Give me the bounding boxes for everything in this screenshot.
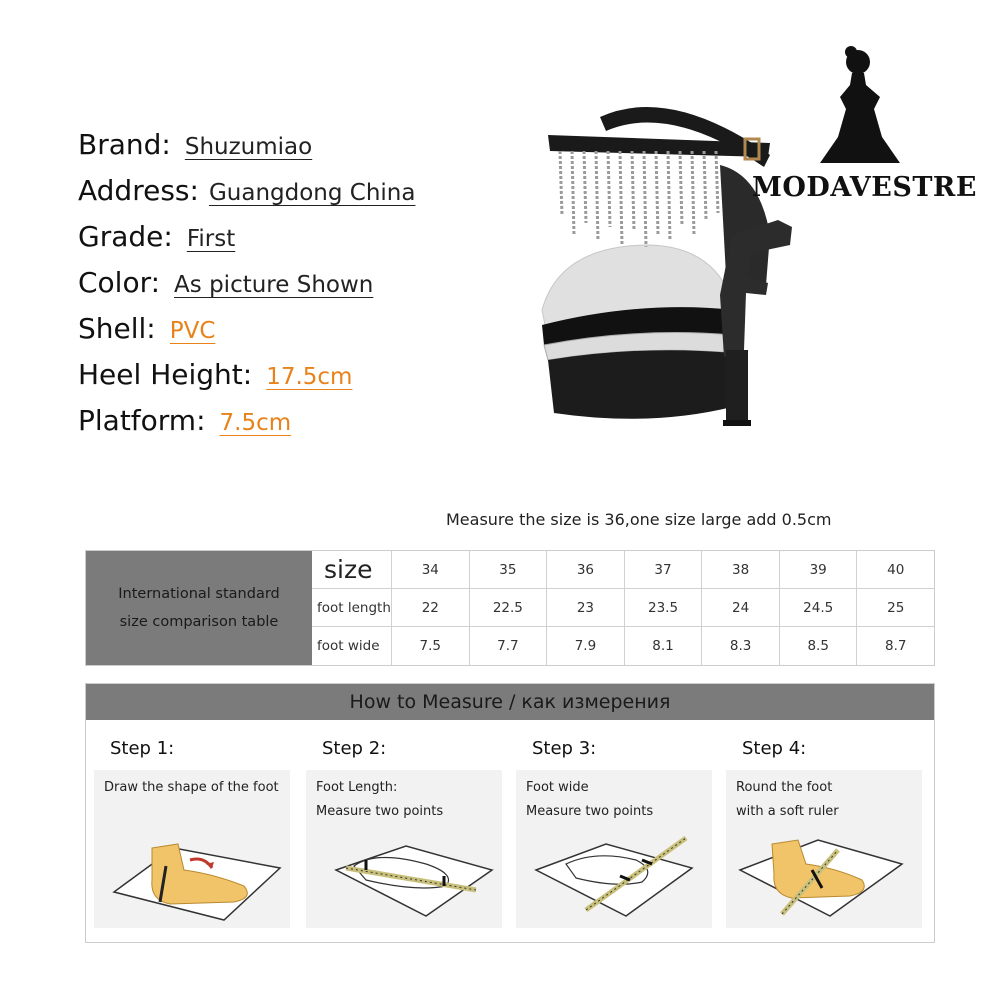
- table-cell: 39: [780, 551, 858, 588]
- intl-label-line: size comparison table: [119, 614, 279, 630]
- step-title: Step 4:: [742, 738, 807, 759]
- foot-length-label: foot length: [312, 589, 392, 626]
- step-3: [508, 720, 718, 942]
- spec-key: Address:: [78, 174, 199, 207]
- step-title: Step 2:: [322, 738, 387, 759]
- step-title: Step 1:: [110, 738, 175, 759]
- step-box: [726, 770, 922, 928]
- product-shoe-image: [520, 95, 820, 435]
- step-description: [736, 776, 839, 824]
- step-box: [516, 770, 712, 928]
- spec-row-heel-height: [78, 358, 352, 391]
- step-title: Step 3:: [532, 738, 597, 759]
- spec-row-color: [78, 266, 373, 299]
- size-note: Measure the size is 36,one size large add 0.5cm: [446, 510, 832, 529]
- step-desc-line: Measure two points: [526, 804, 654, 819]
- spec-value: 17.5cm: [266, 364, 353, 390]
- foot-width-ruler-icon: [516, 830, 712, 926]
- foot-outline-icon: [94, 830, 290, 926]
- table-cell: 22.5: [470, 589, 548, 626]
- foot-wide-label: foot wide: [312, 627, 392, 665]
- spec-key: Brand:: [78, 128, 171, 161]
- spec-row-brand: [78, 128, 312, 161]
- table-cell: 25: [887, 599, 905, 616]
- step-desc-line: Foot wide: [526, 780, 589, 795]
- spec-value: First: [186, 226, 236, 252]
- step-2: [298, 720, 508, 942]
- step-desc-line: with a soft ruler: [736, 804, 839, 819]
- table-cell: 24: [702, 589, 780, 626]
- spec-key: Platform:: [78, 404, 206, 437]
- spec-row-grade: [78, 220, 235, 253]
- step-desc-line: Round the foot: [736, 780, 833, 795]
- spec-value: Shuzumiao: [184, 134, 313, 160]
- step-4: [718, 720, 928, 942]
- step-description: [526, 776, 653, 824]
- spec-value: As picture Shown: [174, 272, 374, 298]
- table-cell: 7.5: [392, 627, 470, 665]
- step-desc-line: Foot Length:: [316, 780, 398, 795]
- size-label: size: [312, 551, 392, 588]
- table-cell: 35: [470, 551, 548, 588]
- spec-value: 7.5cm: [219, 410, 292, 436]
- spec-key: Color:: [78, 266, 161, 299]
- spec-key: Shell:: [78, 312, 156, 345]
- table-cell: 23: [547, 589, 625, 626]
- table-cell: 40: [887, 561, 905, 578]
- table-cell: 24.5: [780, 589, 858, 626]
- size-comparison-table: [85, 550, 935, 666]
- table-row-size: [312, 551, 934, 589]
- spec-key: Grade:: [78, 220, 173, 253]
- table-row-foot-wide: [312, 627, 934, 665]
- spec-key: Heel Height:: [78, 358, 253, 391]
- foot-round-ruler-icon: [726, 830, 922, 926]
- foot-length-ruler-icon: [306, 830, 502, 926]
- spec-value: Guangdong China: [208, 180, 416, 206]
- spec-value: PVC: [169, 318, 216, 344]
- table-cell: 7.7: [470, 627, 548, 665]
- step-box: [306, 770, 502, 928]
- table-cell: 8.3: [702, 627, 780, 665]
- step-desc-line: Draw the shape of the foot: [104, 780, 279, 795]
- spec-row-shell: [78, 312, 215, 345]
- table-cell: 34: [392, 551, 470, 588]
- table-cell: 7.9: [547, 627, 625, 665]
- step-desc-line: Measure two points: [316, 804, 444, 819]
- spec-row-address: [78, 174, 415, 207]
- step-description: [104, 776, 279, 800]
- brand-logo-text: MODAVESTRE: [752, 172, 977, 203]
- table-cell: 8.7: [885, 638, 907, 654]
- intl-standard-label: [86, 551, 312, 665]
- table-cell: 37: [625, 551, 703, 588]
- how-to-measure-panel: [85, 683, 935, 943]
- step-1: [86, 720, 296, 942]
- table-cell: 8.1: [625, 627, 703, 665]
- intl-label-line: International standard: [118, 586, 280, 602]
- table-cell: 38: [702, 551, 780, 588]
- step-description: [316, 776, 443, 824]
- step-box: [94, 770, 290, 928]
- table-row-foot-length: [312, 589, 934, 627]
- table-cell: 22: [392, 589, 470, 626]
- table-cell: 23.5: [625, 589, 703, 626]
- spec-row-platform: [78, 404, 291, 437]
- measure-heading: How to Measure / как измерения: [86, 684, 934, 720]
- table-cell: 8.5: [780, 627, 858, 665]
- table-cell: 36: [547, 551, 625, 588]
